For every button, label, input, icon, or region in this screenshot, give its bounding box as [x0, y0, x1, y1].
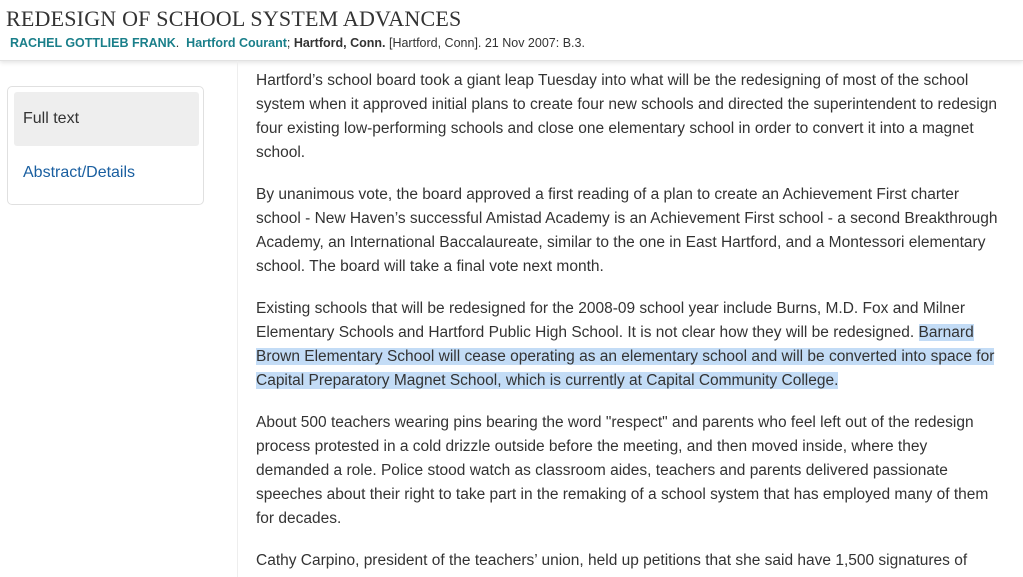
article-paragraph: Cathy Carpino, president of the teachers’ union, held up petitions that she said have 1,500 signatures of: [256, 552, 968, 569]
article-paragraph: About 500 teachers wearing pins bearing the word "respect" and parents who feel left out of the redesign process protested in a cold drizzle outside before the meeting, and then moved inside, where they demanded a role. Police stood watch as classroom aides, teachers and parents delivered passionate speeches about their right to take part in the remaking of a school system that has employed many of them for decades.: [256, 414, 989, 527]
publication-name[interactable]: Hartford Courant: [186, 36, 287, 50]
highlighted-text: Barnard Brown Elementary School will cease operating as an elementary school and will be converted into space for Capital Preparatory Magnet School, which is currently at Capital Community College.: [256, 324, 995, 389]
author-name[interactable]: RACHEL GOTTLIEB FRANK: [10, 36, 176, 50]
nav-full-text[interactable]: Full text: [14, 92, 199, 146]
citation: [Hartford, Conn]. 21 Nov 2007: B.3.: [388, 36, 585, 50]
byline: [10, 36, 585, 50]
document-nav: [7, 86, 204, 205]
paragraph-text: Existing schools that will be redesigned for the 2008-09 school year include Burns, M.D. Fox and Milner Elementary Schools and Hartford Public High School. It is not clear how they will be redesigned.: [256, 300, 966, 341]
article-paragraph: Hartford’s school board took a giant leap Tuesday into what will be the redesigning of most of the school system when it approved initial plans to create four new schools and directed the superintendent to redesign four existing low-performing schools and close one elementary school in order to convert it into a magnet school.: [256, 72, 997, 161]
publication-place: Hartford, Conn.: [293, 36, 386, 50]
byline-separator: .: [175, 36, 187, 50]
byline-separator: ;: [286, 36, 294, 50]
article-title: REDESIGN OF SCHOOL SYSTEM ADVANCES: [6, 6, 462, 31]
article-paragraph: [256, 297, 1004, 393]
article-header: [0, 0, 1023, 61]
nav-abstract-details[interactable]: Abstract/Details: [23, 164, 136, 181]
article-paragraph: By unanimous vote, the board approved a first reading of a plan to create an Achievement First charter school - New Haven’s successful Amistad Academy is an Achievement First school - a second Breakthrough Academy, an International Baccalaureate, similar to the one in East Hartford, and a Montessori elementary school. The board will take a final vote next month.: [256, 186, 998, 275]
article-body: [256, 69, 1004, 577]
content-divider: [237, 61, 238, 577]
